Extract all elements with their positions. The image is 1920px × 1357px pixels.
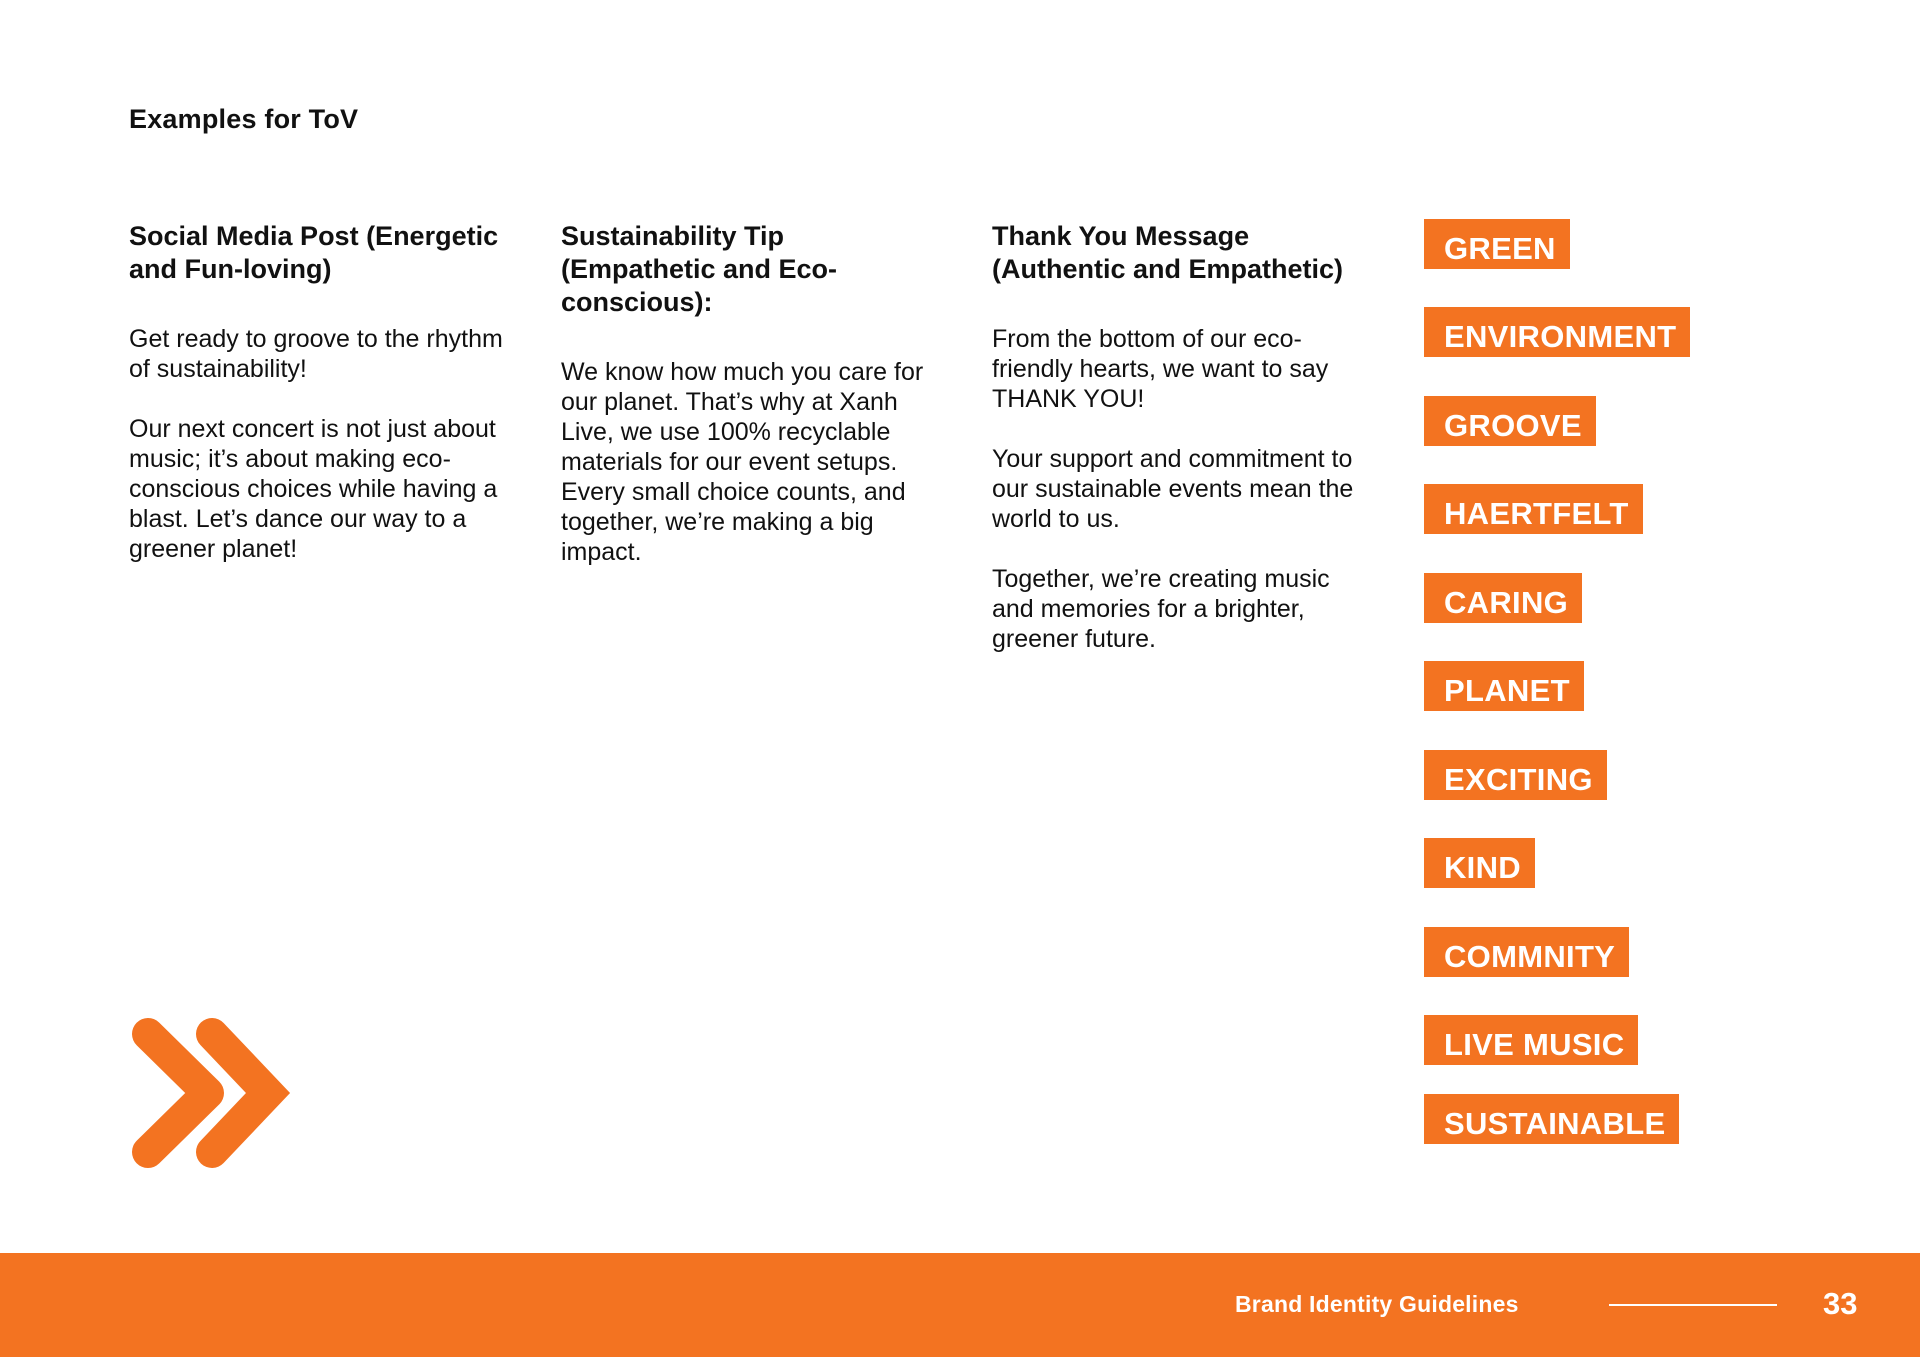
column-heading: Thank You Message (Authentic and Empathetic)	[992, 221, 1344, 284]
footer-divider	[1609, 1304, 1777, 1306]
keyword-tag: GREEN	[1424, 219, 1570, 269]
column-paragraph: We know how much you care for our planet. That’s why at Xanh Live, we use 100% recyclable materials for our event setups. Every small choice counts, and together, we’re making a big impact.	[561, 358, 924, 566]
column-paragraph: Get ready to groove to the rhythm of sustainability!	[129, 325, 503, 383]
column-paragraph: From the bottom of our eco-friendly hearts, we want to say THANK YOU!	[992, 325, 1329, 413]
column-paragraph: Your support and commitment to our sustainable events mean the world to us.	[992, 445, 1354, 533]
section-title: Examples for ToV	[129, 104, 359, 134]
keyword-tag: EXCITING	[1424, 750, 1607, 800]
keyword-tag: KIND	[1424, 838, 1535, 888]
footer-title: Brand Identity Guidelines	[1235, 1291, 1519, 1317]
keyword-tag: LIVE MUSIC	[1424, 1015, 1638, 1065]
keyword-tag: GROOVE	[1424, 396, 1596, 446]
keyword-tag: HAERTFELT	[1424, 484, 1643, 534]
keyword-tag: CARING	[1424, 573, 1582, 623]
column-paragraph: Our next concert is not just about music; it’s about making eco-conscious choices while having a blast. Let’s dance our way to a greener planet!	[129, 415, 498, 563]
keyword-tag: PLANET	[1424, 661, 1584, 711]
keyword-tag: SUSTAINABLE	[1424, 1094, 1679, 1144]
keyword-tag: COMMNITY	[1424, 927, 1629, 977]
column-sustainability-tip	[561, 220, 941, 597]
column-heading: Sustainability Tip (Empathetic and Eco-conscious):	[561, 221, 838, 317]
double-chevron-right-icon	[128, 1014, 298, 1172]
column-social-media-post	[129, 220, 509, 594]
column-paragraph: Together, we’re creating music and memories for a brighter, greener future.	[992, 565, 1330, 653]
footer-bar	[0, 1253, 1920, 1357]
page-number: 33	[1823, 1286, 1858, 1321]
column-thank-you-message	[992, 220, 1372, 684]
column-heading: Social Media Post (Energetic and Fun-loving)	[129, 221, 499, 284]
keyword-tag: ENVIRONMENT	[1424, 307, 1690, 357]
